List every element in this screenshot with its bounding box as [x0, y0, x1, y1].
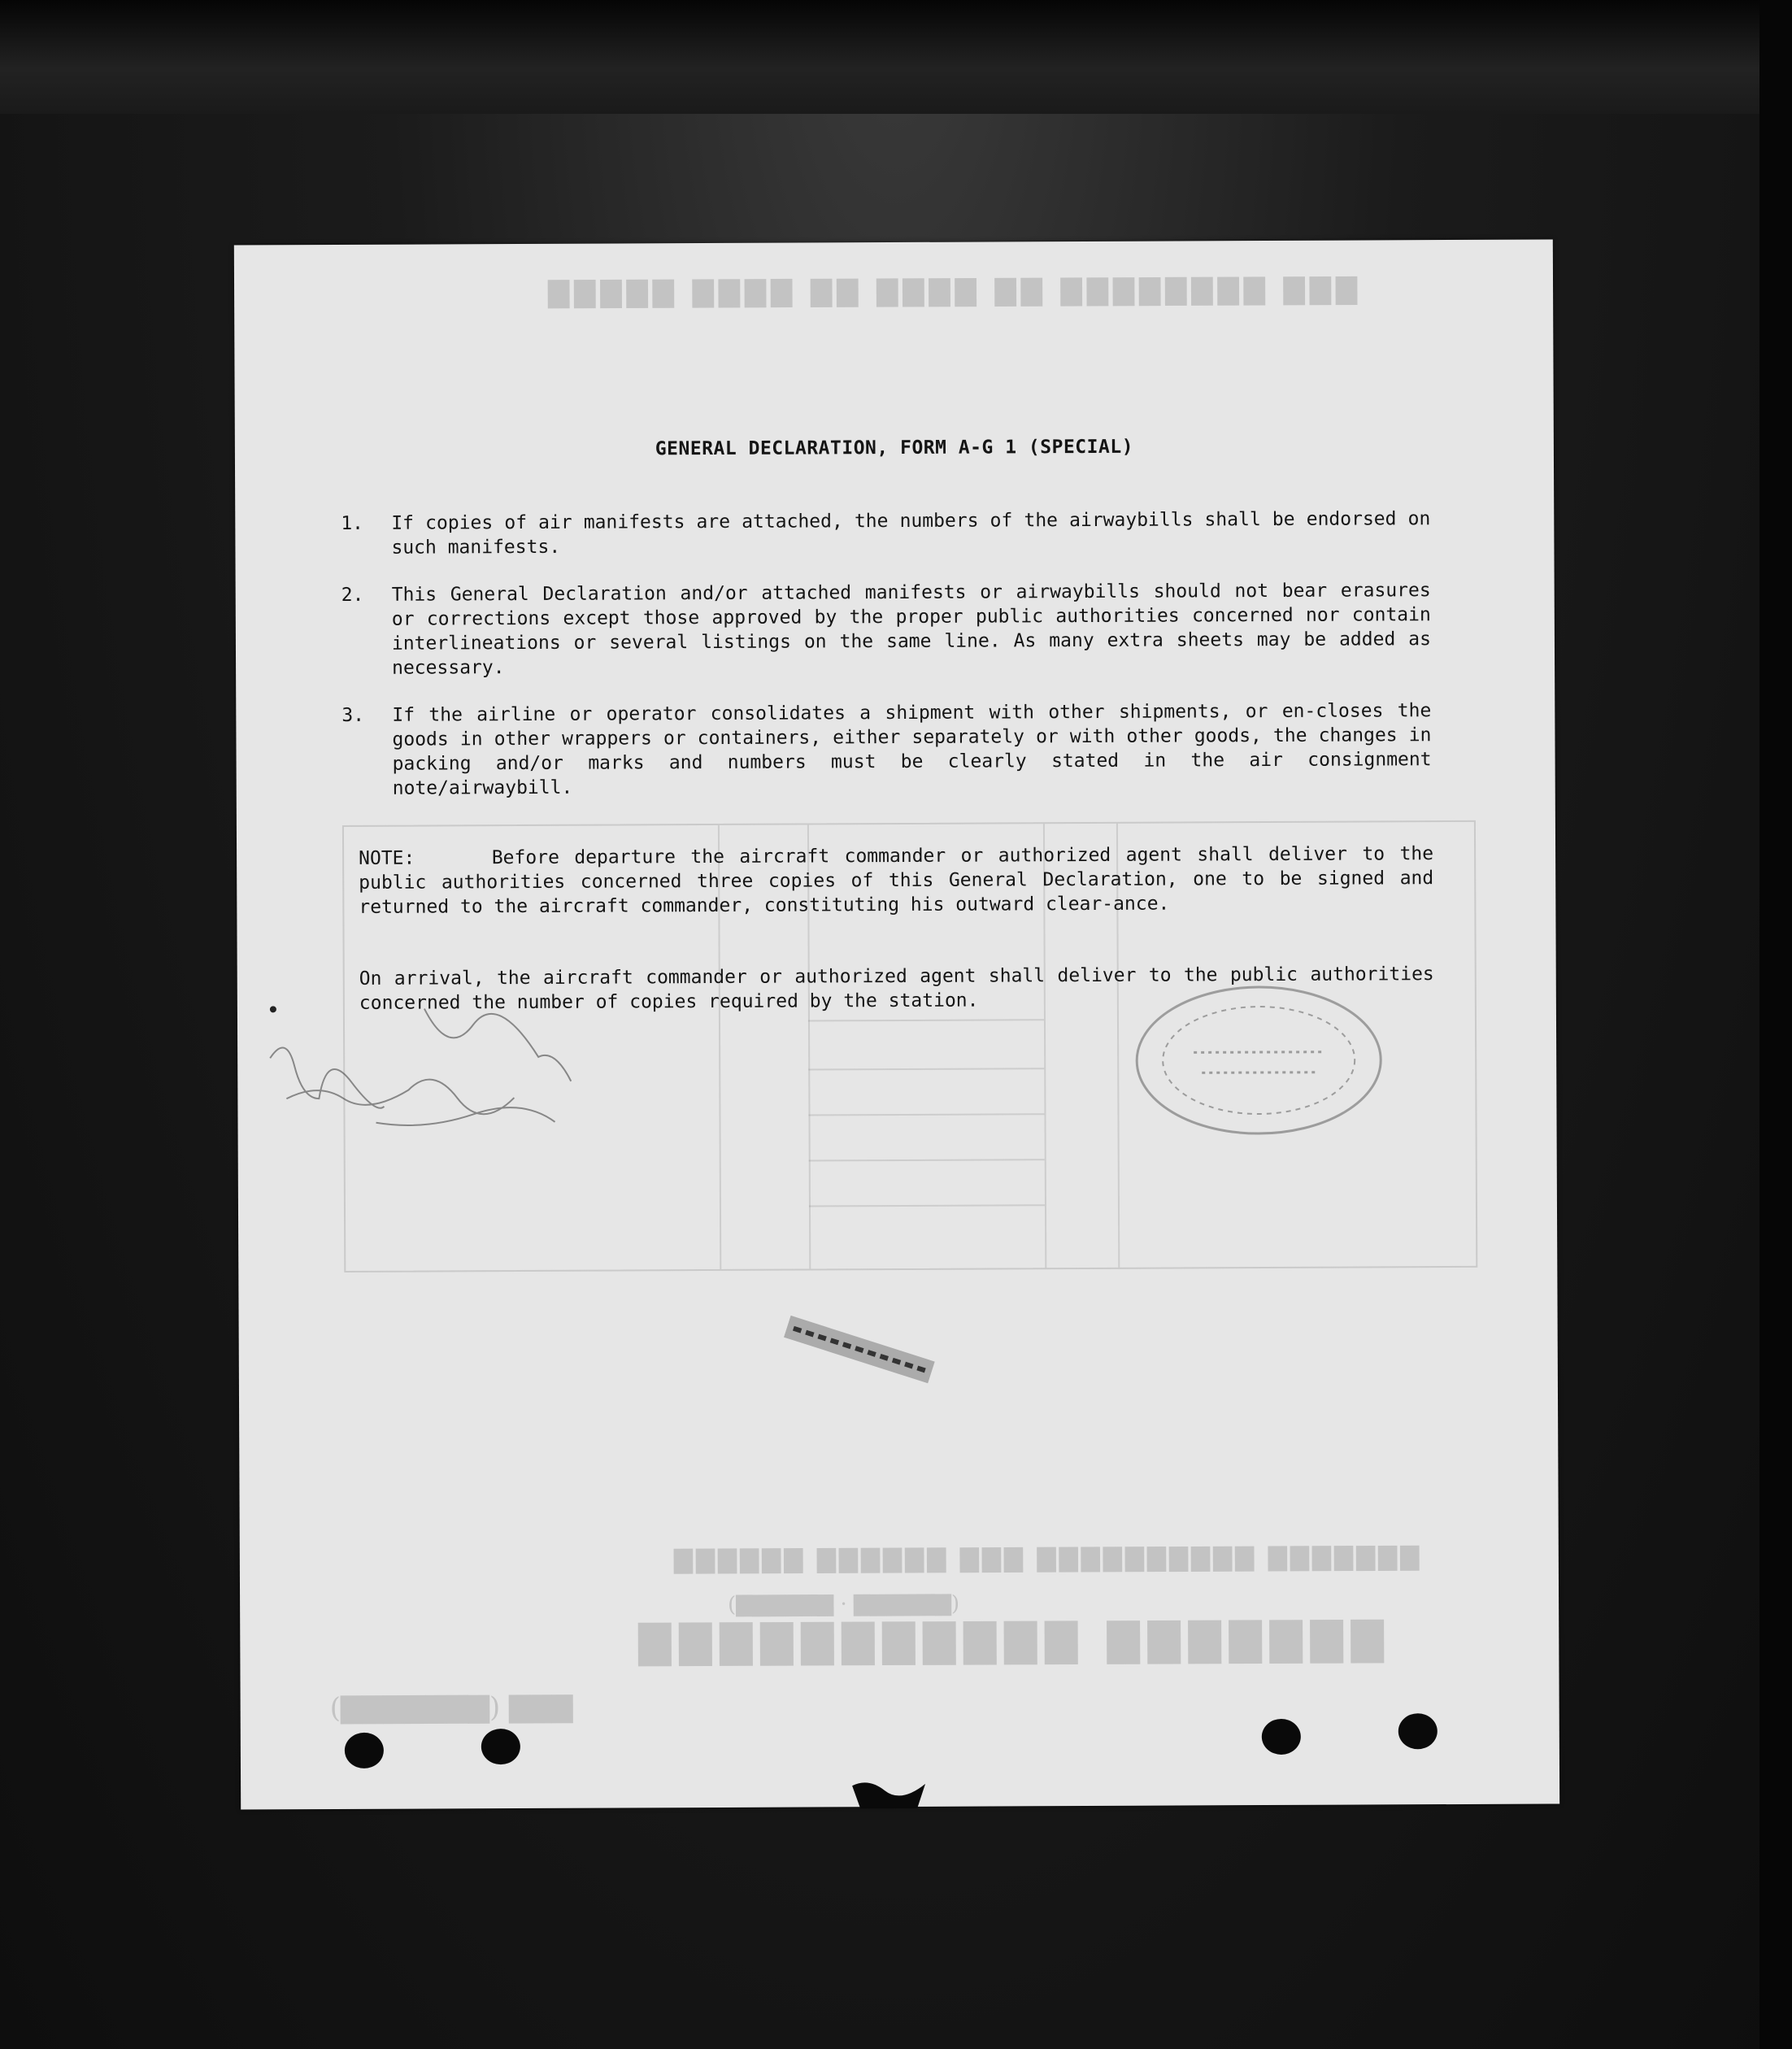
bleed-through-text: ▇▇▇▇▇▇▇ ▇▇▇▇▇▇▇▇▇▇▇ [630, 1614, 1384, 1667]
item-number: 3. [341, 704, 365, 726]
punch-hole [1262, 1719, 1301, 1755]
bleed-through-text: ▇▇▇ ▇▇▇▇▇▇▇▇ ▇▇ ▇▇▇▇ ▇▇ ▇▇▇▇ ▇▇▇▇▇ [542, 272, 1358, 309]
item-text: This General Declaration and/or attached manifests or airwaybills should not bear erasures or corrections except those approved by the proper public authorities concerned nor contain interlineations or several listings on the same line. As many extra sheets may be added as necessary. [391, 580, 1431, 679]
film-edge-right [1759, 0, 1792, 2049]
torn-notch [852, 1779, 925, 1812]
bleed-through-text: ▇▇▇ (▇▇▇▇▇▇▇) [329, 1690, 573, 1725]
item-text: If copies of air manifests are attached, the numbers of the airwaybills shall be endorsed on such manifests. [391, 508, 1431, 559]
note-label: NOTE: [359, 847, 415, 869]
bleed-through-text: ▇▇▇▇▇▇▇ ▇▇▇▇▇▇▇▇▇▇ ▇▇▇ ▇▇▇▇▇▇ ▇▇▇▇▇▇ [670, 1542, 1420, 1575]
handwritten-signature [262, 975, 685, 1155]
item-number: 1. [341, 512, 364, 534]
document-title: GENERAL DECLARATION, FORM A-G 1 (SPECIAL) [655, 436, 1134, 460]
departure-note [359, 842, 1433, 920]
item-number: 2. [341, 584, 364, 606]
bleed-through-text: (▇▇▇▇▇▇ · ▇▇▇▇▇▇) [728, 1591, 960, 1617]
instruction-item [341, 507, 1430, 560]
punch-hole [1398, 1713, 1438, 1749]
item-text: If the airline or operator consolidates a shipment with other shipments, or en-closes the goods in other wrappers or containers, either separately or with other goods, the changes in packing and/or marks and numbers must be clearly stated in the air consignment note/airwaybill. [392, 700, 1432, 799]
note-text: Before departure the aircraft commander or authorized agent shall deliver to the public authorities concerned three copies of this General Declaration, one to be signed and returned to the aircraft commander, constituting his outward clear-ance. [359, 843, 1434, 918]
film-edge-top [0, 0, 1792, 114]
arrival-note: On arrival, the aircraft commander or authorized agent shall deliver to the public authorities concerned the number of copies required by the station. [359, 964, 1434, 1014]
official-stamp [1129, 978, 1390, 1142]
stamp-mark [782, 1311, 939, 1389]
instruction-item [341, 698, 1432, 801]
document-page [234, 239, 1559, 1809]
instruction-item [341, 578, 1432, 681]
punch-hole [481, 1729, 520, 1764]
punch-hole [345, 1733, 384, 1768]
